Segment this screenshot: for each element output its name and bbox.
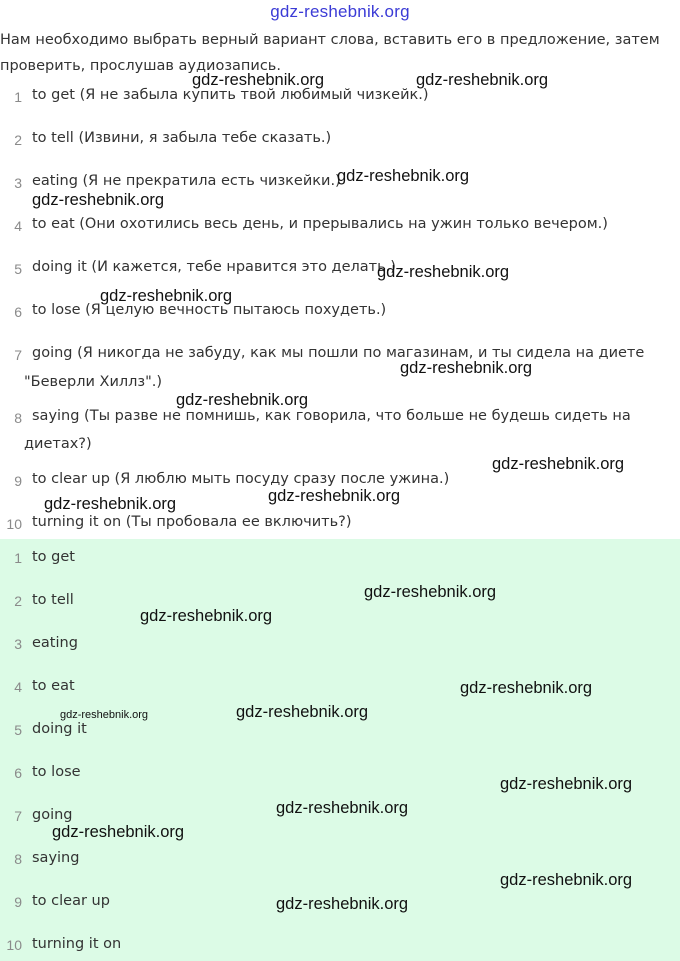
watermark: gdz-reshebnik.org: [44, 495, 177, 513]
item-text: to get (Я не забыла купить твой любимый чизкейк.): [32, 87, 429, 103]
answer-text: doing it: [32, 721, 87, 737]
watermark: gdz-reshebnik.org: [140, 607, 273, 625]
watermark: gdz-reshebnik.org: [268, 487, 401, 505]
item-number: 7: [14, 347, 22, 363]
answer-number: 5: [14, 722, 22, 738]
item-text: turning it on (Ты пробовала ее включить?): [32, 514, 352, 530]
watermark: gdz-reshebnik.org: [276, 799, 409, 817]
answer-item: [0, 848, 680, 872]
item-number: 6: [14, 304, 22, 320]
watermark: gdz-reshebnik.org: [492, 455, 625, 473]
answer-text: going: [32, 807, 73, 823]
watermark: gdz-reshebnik.org: [236, 703, 369, 721]
answer-text: turning it on: [32, 936, 122, 952]
answer-text: to get: [32, 549, 75, 565]
answer-number: 9: [14, 894, 22, 910]
watermark: gdz-reshebnik.org: [416, 71, 549, 89]
watermark: gdz-reshebnik.org: [377, 263, 510, 281]
answer-text: eating: [32, 635, 78, 651]
item-text: to lose (Я целую вечность пытаюсь похудеть.): [32, 302, 387, 318]
answer-text: to clear up: [32, 893, 110, 909]
answer-number: 2: [14, 593, 22, 609]
instruction-line-2: проверить, прослушав аудиозапись.: [0, 58, 281, 74]
watermark: gdz-reshebnik.org: [100, 287, 233, 305]
item-number: 9: [14, 473, 22, 489]
answer-number: 4: [14, 679, 22, 695]
answer-item: [0, 590, 680, 614]
answer-item: [0, 547, 680, 571]
answer-number: 1: [14, 550, 22, 566]
item-number: 10: [6, 516, 22, 532]
watermark: gdz-reshebnik.org: [192, 71, 325, 89]
item-text: to eat (Они охотились весь день, и прерывались на ужин только вечером.): [32, 216, 608, 232]
answer-text: to tell: [32, 592, 74, 608]
answer-number: 10: [6, 937, 22, 953]
instruction-line-1: Нам необходимо выбрать верный вариант слова, вставить его в предложение, затем: [0, 32, 660, 48]
answer-item: [0, 719, 680, 743]
item-text-continuation: "Беверли Хиллз".): [24, 374, 163, 390]
watermark: gdz-reshebnik.org: [500, 871, 633, 889]
watermark: gdz-reshebnik.org: [337, 167, 470, 185]
item-text-continuation: диетах?): [24, 436, 92, 452]
watermark: gdz-reshebnik.org: [52, 823, 185, 841]
item-number: 4: [14, 218, 22, 234]
item-text: to clear up (Я люблю мыть посуду сразу после ужина.): [32, 471, 450, 487]
watermark: gdz-reshebnik.org: [276, 895, 409, 913]
answer-number: 3: [14, 636, 22, 652]
item-text: eating (Я не прекратила есть чизкейки.): [32, 173, 341, 189]
watermark: gdz-reshebnik.org: [60, 709, 149, 721]
answer-number: 6: [14, 765, 22, 781]
answer-number: 7: [14, 808, 22, 824]
answer-text: to eat: [32, 678, 75, 694]
watermark: gdz-reshebnik.org: [32, 191, 165, 209]
item-text: saying (Ты разве не помнишь, как говорила, что больше не будешь сидеть на: [32, 408, 631, 424]
site-header-link[interactable]: gdz-reshebnik.org: [270, 2, 410, 21]
watermark: gdz-reshebnik.org: [176, 391, 309, 409]
item-text: doing it (И кажется, тебе нравится это делать.): [32, 259, 396, 275]
item-number: 3: [14, 175, 22, 191]
task-instruction: [0, 27, 672, 79]
answer-number: 8: [14, 851, 22, 867]
item-text: to tell (Извини, я забыла тебе сказать.): [32, 130, 332, 146]
watermark: gdz-reshebnik.org: [400, 359, 533, 377]
item-text: going (Я никогда не забуду, как мы пошли по магазинам, и ты сидела на диете: [32, 345, 645, 361]
item-number: 5: [14, 261, 22, 277]
watermark: gdz-reshebnik.org: [460, 679, 593, 697]
watermark: gdz-reshebnik.org: [500, 775, 633, 793]
answer-item: [0, 934, 680, 958]
item-number: 2: [14, 132, 22, 148]
answer-text: saying: [32, 850, 80, 866]
item-number: 1: [14, 89, 22, 105]
item-number: 8: [14, 410, 22, 426]
watermark: gdz-reshebnik.org: [364, 583, 497, 601]
answer-item: [0, 633, 680, 657]
answer-text: to lose: [32, 764, 81, 780]
